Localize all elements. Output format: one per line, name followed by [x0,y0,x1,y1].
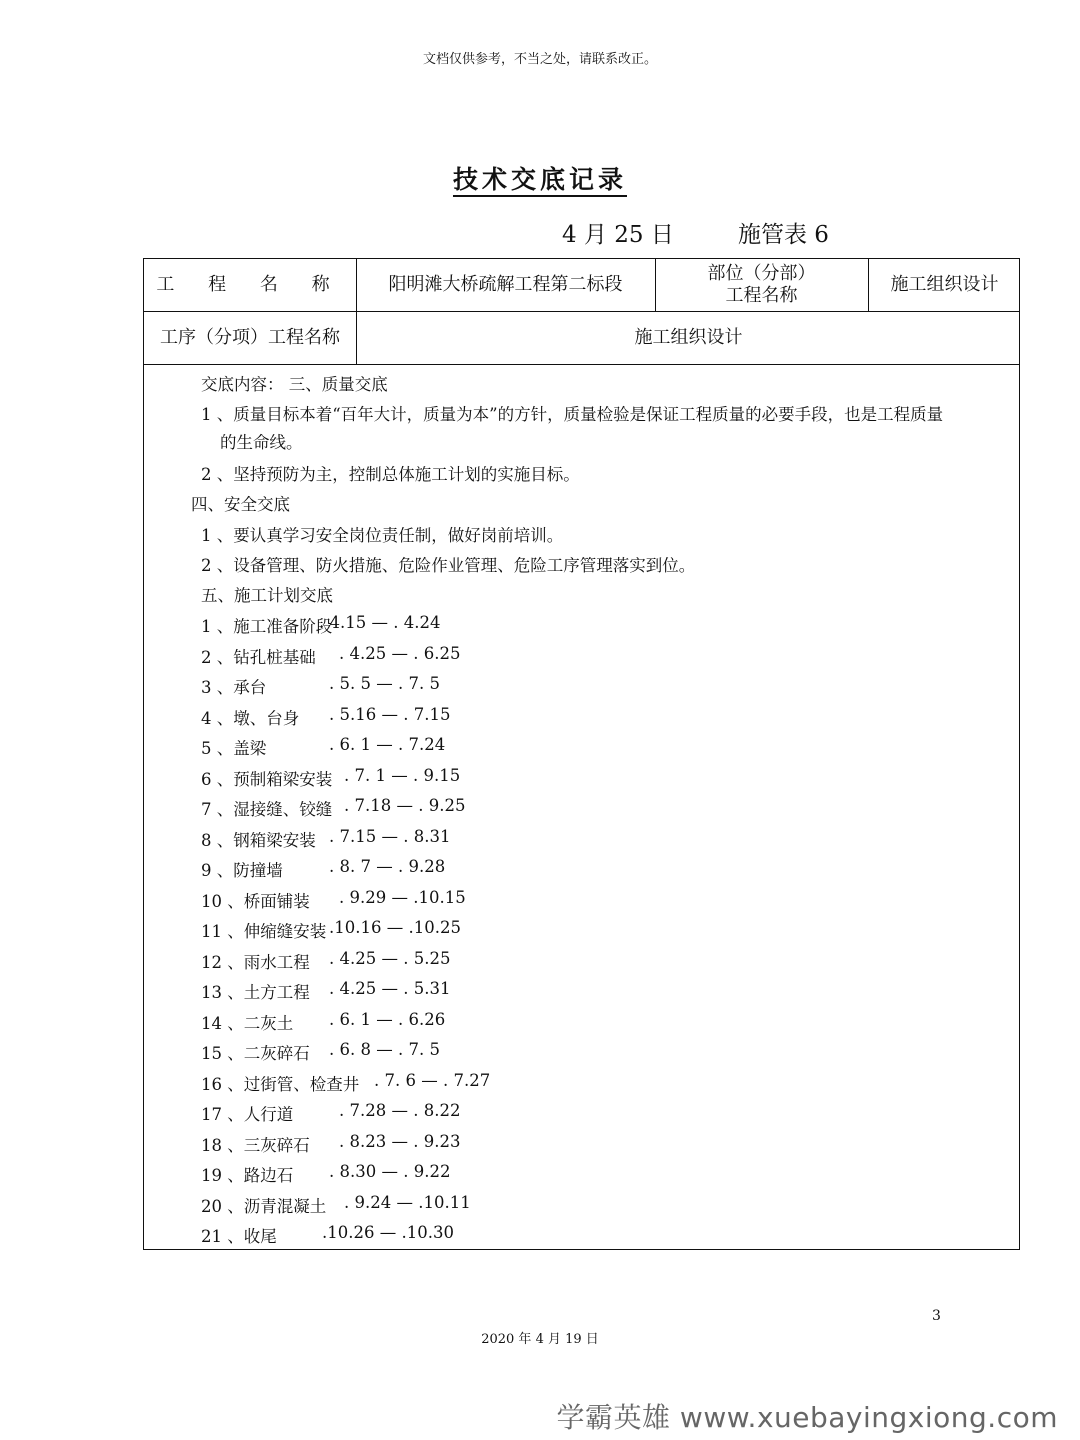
plan-date-range: . 7. 6 — . 7.27 [374,1070,491,1090]
plan-date-range: . 8. 7 — . 9.28 [329,857,446,876]
plan-item: 11 、伸缩缝安装 [201,922,327,941]
form-number: 施管表 6 [738,222,829,248]
project-name-value: 阳明滩大桥疏解工程第二标段 [388,274,623,295]
plan-item: 8 、钢箱梁安装 [201,830,316,850]
safety-item: 1 、要认真学习安全岗位责任制，做好岗前培训。 [201,526,564,545]
plan-item: 20 、沥青混凝土 [201,1196,327,1216]
plan-date-range: . 4.25 — . 6.25 [339,643,461,663]
plan-date-range: .10.16 — .10.25 [329,918,461,937]
page-number: 3 [932,1308,941,1324]
plan-date-range: . 7.28 — . 8.22 [339,1101,461,1120]
plan-date-range: . 9.24 — .10.11 [344,1192,471,1212]
plan-date-range: . 9.29 — .10.15 [339,887,466,907]
plan-date-range: . 8.30 — . 9.22 [329,1162,451,1181]
plan-item: 14 、二灰土 [201,1013,294,1033]
plan-heading: 五、施工计划交底 [201,586,333,605]
plan-date-range: . 4.25 — . 5.25 [329,948,451,968]
footer-date: 2020 年 4 月 19 日 [481,1332,599,1347]
plan-item: 1 、施工准备阶段 [201,617,333,636]
project-name-label: 工 程 名 称 [156,274,344,295]
part-value: 施工组织设计 [890,274,999,295]
plan-item: 7 、湿接缝、铰缝 [201,800,333,819]
plan-item: 6 、预制箱梁安装 [201,769,333,789]
plan-date-range: . 6. 8 — . 7. 5 [329,1040,440,1059]
header-note: 文档仅供参考，不当之处，请联系改正。 [422,52,657,67]
record-date: 4 月 25 日 [562,222,674,248]
process-label: 工序（分项）工程名称 [160,326,340,348]
part-label: 部位（分部） 工程名称 [707,263,816,306]
plan-date-range: . 6. 1 — . 6.26 [329,1009,446,1029]
quality-item: 2 、坚持预防为主，控制总体施工计划的实施目标。 [201,465,580,484]
process-value: 施工组织设计 [634,326,743,348]
plan-date-range: . 8.23 — . 9.23 [339,1131,461,1151]
plan-item: 13 、土方工程 [201,983,310,1002]
plan-item: 2 、钻孔桩基础 [201,647,316,667]
plan-item: 9 、防撞墙 [201,861,283,880]
safety-heading: 四、安全交底 [191,495,290,514]
plan-date-range: .10.26 — .10.30 [322,1223,454,1242]
plan-date-range: . 6. 1 — . 7.24 [329,735,446,754]
plan-item: 18 、三灰碎石 [201,1135,310,1155]
plan-item: 16 、过街管、检查井 [201,1074,360,1094]
quality-item: 的生命线。 [220,433,303,452]
plan-date-range: . 7.18 — . 9.25 [344,796,466,815]
content-intro: 交底内容： 三、质量交底 [201,375,388,394]
plan-date-range: . 4.25 — . 5.31 [329,979,451,998]
quality-item: 1 、质量目标本着“百年大计，质量为本”的方针，质量检验是保证工程质量的必要手段，也是工程质量 [201,405,944,424]
plan-item: 5 、盖梁 [201,739,267,758]
row-divider [144,364,1019,365]
plan-item: 15 、二灰碎石 [201,1044,310,1063]
plan-date-range: . 7. 1 — . 9.15 [344,765,461,785]
plan-item: 12 、雨水工程 [201,952,310,972]
plan-item: 19 、路边石 [201,1166,294,1185]
plan-item: 10 、桥面铺装 [201,891,310,911]
plan-item: 3 、承台 [201,678,267,697]
plan-item: 21 、收尾 [201,1227,277,1246]
document-title-text: 技术交底记录 [452,165,627,194]
safety-item: 2 、设备管理、防火措施、危险作业管理、危险工序管理落实到位。 [201,556,696,575]
plan-item: 17 、人行道 [201,1105,294,1124]
document-title [0,160,1080,196]
plan-date-range: . 5. 5 — . 7. 5 [329,674,440,693]
plan-item: 4 、墩、台身 [201,708,300,728]
watermark: 学霸英雄 www.xuebayingxiong.com [556,1401,1058,1434]
plan-date-range: . 5.16 — . 7.15 [329,704,451,724]
record-table [143,258,1020,1250]
plan-date-range: . 4.15 — . 4.24 [319,613,441,632]
plan-date-range: . 7.15 — . 8.31 [329,826,451,846]
